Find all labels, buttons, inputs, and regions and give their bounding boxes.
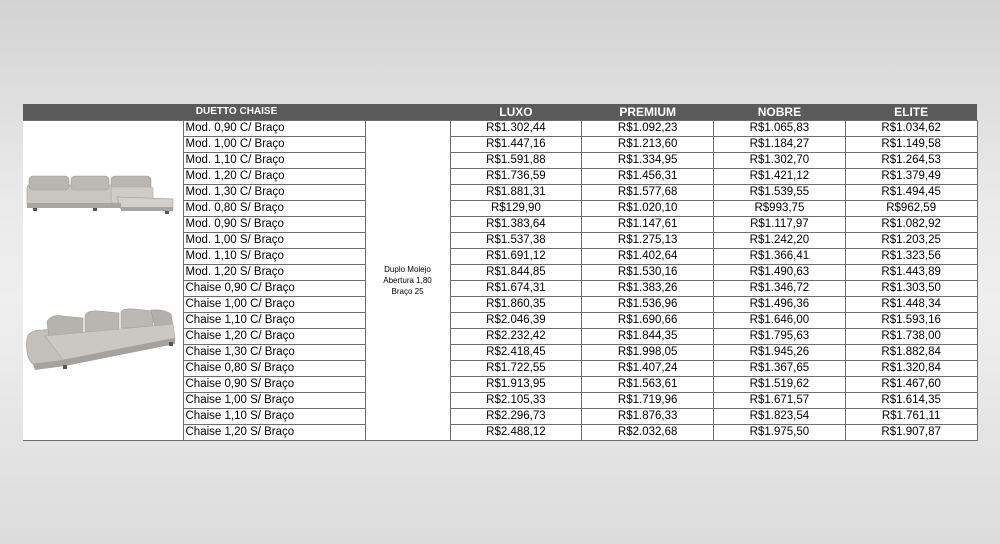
model-cell: Mod. 1,10 S/ Braço	[183, 248, 365, 264]
price-cell-luxo: R$1.844,85	[450, 264, 582, 280]
price-cell-nobre: R$1.490,63	[714, 264, 846, 280]
price-cell-premium: R$1.690,66	[582, 312, 714, 328]
price-cell-elite: R$1.379,49	[845, 168, 977, 184]
column-header-premium: PREMIUM	[582, 104, 714, 120]
price-cell-elite: R$1.264,53	[845, 152, 977, 168]
price-cell-elite: R$1.882,84	[845, 344, 977, 360]
price-cell-luxo: R$2.296,73	[450, 408, 582, 424]
spec-cell	[365, 120, 450, 440]
model-cell: Chaise 1,00 C/ Braço	[183, 296, 365, 312]
price-cell-nobre: R$1.671,57	[714, 392, 846, 408]
model-cell: Mod. 1,00 C/ Braço	[183, 136, 365, 152]
price-cell-elite: R$1.907,87	[845, 424, 977, 440]
price-cell-luxo: R$1.913,95	[450, 376, 582, 392]
price-cell-premium: R$1.407,24	[582, 360, 714, 376]
price-cell-premium: R$1.213,60	[582, 136, 714, 152]
model-cell: Mod. 1,10 C/ Braço	[183, 152, 365, 168]
price-cell-elite: R$1.323,56	[845, 248, 977, 264]
price-cell-nobre: R$1.539,55	[714, 184, 846, 200]
price-cell-nobre: R$993,75	[714, 200, 846, 216]
price-cell-luxo: R$1.591,88	[450, 152, 582, 168]
price-cell-premium: R$1.719,96	[582, 392, 714, 408]
model-cell: Chaise 1,10 C/ Braço	[183, 312, 365, 328]
price-cell-luxo: R$1.722,55	[450, 360, 582, 376]
spec-line: Abertura 1,80	[383, 275, 432, 285]
table-row	[23, 120, 977, 136]
price-cell-luxo: R$129,90	[450, 200, 582, 216]
price-cell-elite: R$1.738,00	[845, 328, 977, 344]
column-header-luxo: LUXO	[450, 104, 582, 120]
price-cell-premium: R$1.402,64	[582, 248, 714, 264]
price-cell-elite: R$1.303,50	[845, 280, 977, 296]
model-cell: Mod. 0,90 S/ Braço	[183, 216, 365, 232]
price-cell-luxo: R$2.488,12	[450, 424, 582, 440]
price-cell-luxo: R$1.881,31	[450, 184, 582, 200]
price-cell-nobre: R$1.496,36	[714, 296, 846, 312]
model-cell: Mod. 0,80 S/ Braço	[183, 200, 365, 216]
price-cell-luxo: R$1.537,38	[450, 232, 582, 248]
price-cell-elite: R$1.448,34	[845, 296, 977, 312]
price-cell-premium: R$1.334,95	[582, 152, 714, 168]
price-cell-luxo: R$1.691,12	[450, 248, 582, 264]
sofa-modular-icon	[25, 173, 177, 219]
price-cell-premium: R$1.536,96	[582, 296, 714, 312]
price-cell-luxo: R$1.736,59	[450, 168, 582, 184]
price-cell-nobre: R$1.975,50	[714, 424, 846, 440]
model-cell: Mod. 1,30 C/ Braço	[183, 184, 365, 200]
spec-line: Duplo Molejo	[384, 264, 431, 274]
price-cell-premium: R$1.530,16	[582, 264, 714, 280]
price-cell-elite: R$1.761,11	[845, 408, 977, 424]
price-cell-elite: R$1.203,25	[845, 232, 977, 248]
price-cell-luxo: R$1.674,31	[450, 280, 582, 296]
price-cell-nobre: R$1.117,97	[714, 216, 846, 232]
price-cell-elite: R$1.149,58	[845, 136, 977, 152]
column-header-elite: ELITE	[845, 104, 977, 120]
price-cell-luxo: R$1.302,44	[450, 120, 582, 136]
price-cell-premium: R$1.876,33	[582, 408, 714, 424]
price-cell-luxo: R$1.447,16	[450, 136, 582, 152]
model-cell: Chaise 1,10 S/ Braço	[183, 408, 365, 424]
price-cell-nobre: R$1.242,20	[714, 232, 846, 248]
price-cell-elite: R$1.082,92	[845, 216, 977, 232]
price-cell-elite: R$1.467,60	[845, 376, 977, 392]
price-cell-nobre: R$1.823,54	[714, 408, 846, 424]
price-cell-premium: R$1.577,68	[582, 184, 714, 200]
price-cell-premium: R$2.032,68	[582, 424, 714, 440]
price-cell-elite: R$1.443,89	[845, 264, 977, 280]
price-cell-premium: R$1.147,61	[582, 216, 714, 232]
price-cell-nobre: R$1.519,62	[714, 376, 846, 392]
price-cell-elite: R$962,59	[845, 200, 977, 216]
column-header-nobre: NOBRE	[714, 104, 846, 120]
model-cell: Mod. 1,00 S/ Braço	[183, 232, 365, 248]
model-cell: Chaise 0,80 S/ Braço	[183, 360, 365, 376]
product-images-cell	[23, 120, 183, 440]
price-cell-premium: R$1.456,31	[582, 168, 714, 184]
price-cell-nobre: R$1.346,72	[714, 280, 846, 296]
price-cell-elite: R$1.034,62	[845, 120, 977, 136]
table-title: DUETTO CHAISE	[23, 104, 450, 120]
sofa-chaise-icon	[23, 308, 181, 372]
spec-line: Braço 25	[391, 286, 424, 296]
model-cell: Mod. 1,20 S/ Braço	[183, 264, 365, 280]
model-cell: Chaise 1,20 S/ Braço	[183, 424, 365, 440]
price-cell-nobre: R$1.065,83	[714, 120, 846, 136]
price-cell-elite: R$1.320,84	[845, 360, 977, 376]
price-cell-nobre: R$1.795,63	[714, 328, 846, 344]
price-cell-premium: R$1.092,23	[582, 120, 714, 136]
price-cell-luxo: R$1.383,64	[450, 216, 582, 232]
model-cell: Chaise 1,20 C/ Braço	[183, 328, 365, 344]
price-cell-nobre: R$1.367,65	[714, 360, 846, 376]
price-cell-luxo: R$2.232,42	[450, 328, 582, 344]
table-header-row	[23, 104, 977, 120]
price-cell-premium: R$1.275,13	[582, 232, 714, 248]
model-cell: Chaise 1,30 C/ Braço	[183, 344, 365, 360]
model-cell: Chaise 1,00 S/ Braço	[183, 392, 365, 408]
price-cell-nobre: R$1.302,70	[714, 152, 846, 168]
price-cell-luxo: R$2.046,39	[450, 312, 582, 328]
price-cell-nobre: R$1.945,26	[714, 344, 846, 360]
price-cell-elite: R$1.614,35	[845, 392, 977, 408]
model-cell: Mod. 0,90 C/ Braço	[183, 120, 365, 136]
price-cell-premium: R$1.383,26	[582, 280, 714, 296]
price-cell-elite: R$1.494,45	[845, 184, 977, 200]
price-cell-nobre: R$1.421,12	[714, 168, 846, 184]
price-cell-premium: R$1.020,10	[582, 200, 714, 216]
table-body	[23, 120, 977, 440]
model-cell: Chaise 0,90 C/ Braço	[183, 280, 365, 296]
model-cell: Chaise 0,90 S/ Braço	[183, 376, 365, 392]
price-cell-premium: R$1.844,35	[582, 328, 714, 344]
price-cell-luxo: R$2.418,45	[450, 344, 582, 360]
price-sheet	[23, 104, 977, 441]
price-cell-nobre: R$1.366,41	[714, 248, 846, 264]
price-cell-nobre: R$1.646,00	[714, 312, 846, 328]
model-cell: Mod. 1,20 C/ Braço	[183, 168, 365, 184]
price-cell-luxo: R$1.860,35	[450, 296, 582, 312]
price-cell-luxo: R$2.105,33	[450, 392, 582, 408]
price-cell-nobre: R$1.184,27	[714, 136, 846, 152]
price-cell-elite: R$1.593,16	[845, 312, 977, 328]
price-cell-premium: R$1.563,61	[582, 376, 714, 392]
price-cell-premium: R$1.998,05	[582, 344, 714, 360]
price-table	[23, 104, 978, 441]
